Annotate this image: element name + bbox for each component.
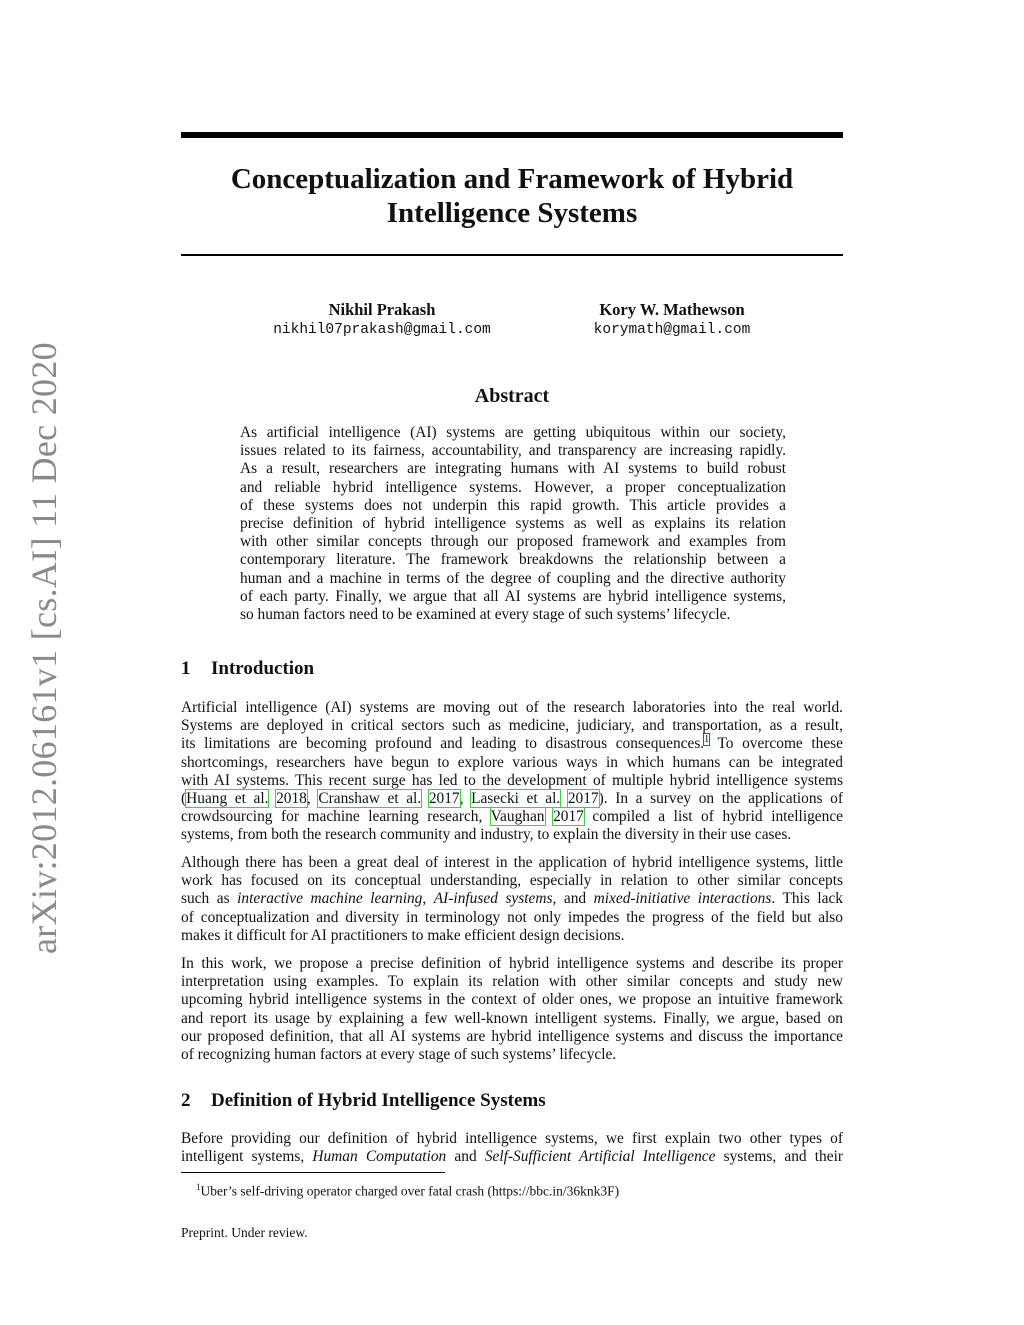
preprint-notice: Preprint. Under review. bbox=[181, 1225, 308, 1240]
text-line: and report its usage by explaining a few well-known intelligent systems. Finally, we argue, based on bbox=[181, 1009, 843, 1027]
author-name: Kory W. Mathewson bbox=[599, 300, 745, 319]
title-line: Conceptualization and Framework of Hybrid bbox=[230, 163, 794, 195]
author-block bbox=[232, 300, 532, 340]
section-heading-definition bbox=[181, 1090, 546, 1112]
emphasis-term: Self-Sufficient Artificial Intelligence bbox=[484, 1148, 716, 1166]
text-run: , bbox=[422, 890, 434, 908]
text-run: . This lack bbox=[771, 890, 844, 908]
paper-title bbox=[181, 162, 843, 230]
text-run: , and bbox=[552, 890, 594, 908]
text-line bbox=[181, 1148, 843, 1166]
citation-link[interactable]: 2018 bbox=[276, 790, 307, 808]
abstract-line: human and a machine in terms of the degree of coupling and the directive authority bbox=[240, 569, 786, 587]
text-run: To overcome these bbox=[709, 735, 843, 753]
text-run: , bbox=[306, 790, 319, 808]
text-line: Although there has been a great deal of interest in the application of hybrid intelligence systems, little bbox=[181, 854, 843, 871]
text-line bbox=[181, 808, 843, 826]
footnote bbox=[196, 1178, 619, 1201]
text-run: its limitations are becoming profound and leading to disastrous consequences. bbox=[181, 735, 705, 753]
section-title: Introduction bbox=[211, 658, 315, 679]
text-run: compiled a list of hybrid intelligence bbox=[583, 808, 843, 826]
abstract-line: precise definition of hybrid intelligence systems as well as explains its relation bbox=[240, 515, 786, 533]
text-line: makes it difficult for AI practitioners to make efficient design decisions. bbox=[181, 926, 625, 944]
abstract-line: As artificial intelligence (AI) systems are getting ubiquitous within our society, bbox=[240, 424, 786, 441]
text-line: our proposed definition, that all AI systems are hybrid intelligence systems and discuss the importance bbox=[181, 1027, 843, 1045]
footnote-text: Uber’s self-driving operator charged over fatal crash (https://bbc.in/36knk3F) bbox=[200, 1183, 620, 1199]
text-line: interpretation using examples. To explain its relation with other similar concepts and study new bbox=[181, 973, 843, 991]
abstract-line: contemporary literature. The framework breakdowns the relationship between a bbox=[240, 551, 786, 569]
author-name: Nikhil Prakash bbox=[328, 300, 436, 319]
citation-link[interactable]: Lasecki et al. bbox=[471, 790, 561, 808]
section-heading-introduction bbox=[181, 658, 314, 680]
text-line: of conceptualization and diversity in terminology not only impedes the progress of the field but also bbox=[181, 908, 843, 926]
emphasis-term: mixed-initiative interactions bbox=[593, 890, 772, 908]
text-line bbox=[181, 790, 843, 808]
title-top-rule bbox=[181, 132, 843, 138]
text-line: systems, from both the research community and industry, to explain the diversity in their use cases. bbox=[181, 826, 792, 844]
abstract-line: so human factors need to be examined at every stage of such systems’ lifecycle. bbox=[240, 606, 731, 624]
abstract-body bbox=[240, 424, 786, 624]
author-email[interactable]: korymath@gmail.com bbox=[593, 322, 751, 338]
citation-link[interactable]: 2017 bbox=[428, 790, 460, 808]
author-email[interactable]: nikhil07prakash@gmail.com bbox=[273, 322, 491, 338]
intro-paragraph-2 bbox=[181, 854, 843, 945]
text-line: Artificial intelligence (AI) systems are moving out of the research laboratories into the real world. bbox=[181, 699, 843, 716]
abstract-line: issues related to its fairness, accountability, and transparency are increasing rapidly. bbox=[240, 442, 786, 460]
author-block bbox=[522, 300, 822, 340]
text-run: such as bbox=[181, 890, 238, 908]
section-title: Definition of Hybrid Intelligence Systems bbox=[211, 1090, 546, 1111]
intro-paragraph-1 bbox=[181, 699, 843, 845]
text-line bbox=[181, 890, 843, 908]
title-line: Intelligence Systems bbox=[386, 197, 638, 229]
section-number: 2 bbox=[181, 1090, 191, 1111]
footnote-rule bbox=[181, 1172, 445, 1173]
text-line: Systems are deployed in critical sectors such as medicine, judiciary, and transportation, as a result, bbox=[181, 717, 843, 735]
definition-paragraph-1 bbox=[181, 1130, 843, 1166]
citation-link[interactable]: 2017 bbox=[567, 790, 599, 808]
text-line: work has focused on its conceptual understanding, especially in relation to other similar concepts bbox=[181, 872, 843, 890]
footnote-mark: 1 bbox=[196, 1182, 201, 1192]
abstract-line: with other similar concepts through our proposed framework and examples from bbox=[240, 533, 786, 551]
text-run: crowdsourcing for machine learning research, bbox=[181, 808, 491, 826]
citation-link[interactable]: 2017 bbox=[553, 808, 584, 826]
text-run: systems, and their bbox=[715, 1148, 843, 1166]
text-line: of recognizing human factors at every stage of such systems’ lifecycle. bbox=[181, 1046, 617, 1064]
text-line: Before providing our definition of hybrid intelligence systems, we first explain two other types of bbox=[181, 1130, 843, 1147]
text-line bbox=[181, 735, 843, 753]
citation-link[interactable]: Vaughan bbox=[490, 808, 545, 826]
citation-link[interactable]: Cranshaw et al. bbox=[318, 790, 422, 808]
emphasis-term: AI-infused systems bbox=[433, 890, 553, 908]
text-run: ). In a survey on the applications of bbox=[598, 790, 843, 808]
text-line: In this work, we propose a precise definition of hybrid intelligence systems and describe its proper bbox=[181, 955, 843, 972]
abstract-line: of each party. Finally, we argue that all AI systems are hybrid intelligence systems, bbox=[240, 587, 786, 605]
text-line: shortcomings, researchers have begun to explore various ways in which humans can be integrated bbox=[181, 753, 843, 771]
citation-link[interactable]: Huang et al. bbox=[186, 790, 269, 808]
text-run: and bbox=[446, 1148, 485, 1166]
footnote-link[interactable]: 1 bbox=[704, 734, 710, 746]
abstract-line: of these systems does not underpin this rapid growth. This article provides a bbox=[240, 496, 786, 514]
text-run: , bbox=[459, 790, 472, 808]
text-run: ( bbox=[181, 790, 187, 808]
text-line: upcoming hybrid intelligence systems in the context of older ones, we propose an intuitive framework bbox=[181, 991, 843, 1009]
intro-paragraph-3 bbox=[181, 955, 843, 1064]
emphasis-term: Human Computation bbox=[312, 1148, 447, 1166]
text-run: intelligent systems, bbox=[181, 1148, 313, 1166]
abstract-line: and reliable hybrid intelligence systems. However, a proper conceptualization bbox=[240, 478, 786, 496]
abstract-heading: Abstract bbox=[474, 385, 550, 407]
title-bottom-rule bbox=[181, 254, 843, 256]
section-number: 1 bbox=[181, 658, 191, 679]
text-line: with AI systems. This recent surge has led to the development of multiple hybrid intelligence systems bbox=[181, 771, 843, 789]
emphasis-term: interactive machine learning bbox=[237, 890, 423, 908]
arxiv-stamp: arXiv:2012.06161v1 [cs.AI] 11 Dec 2020 bbox=[24, 342, 64, 954]
abstract-line: As a result, researchers are integrating humans with AI systems to build robust bbox=[240, 460, 786, 478]
